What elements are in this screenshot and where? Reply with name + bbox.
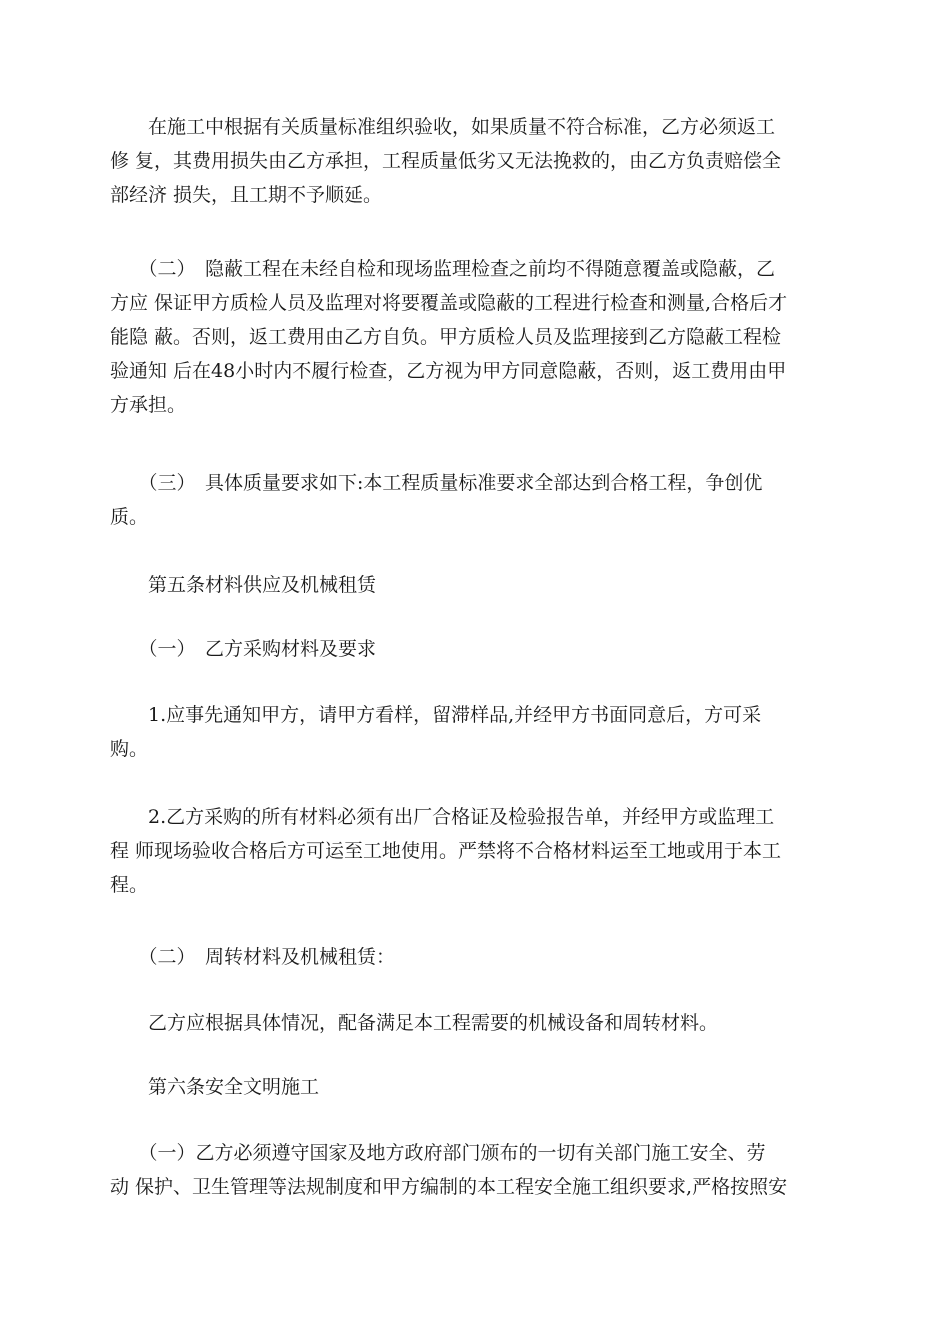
text-line: 程 师现场验收合格后方可运至工地使用。严禁将不合格材料运至工地或用于本工 <box>110 840 782 862</box>
article-five-heading <box>110 568 850 602</box>
text-line: （一）乙方必须遵守国家及地方政府部门颁布的一切有关部门施工安全、劳 <box>110 1142 766 1164</box>
paragraph-acceptance <box>110 110 850 212</box>
article-six-heading <box>110 1070 850 1104</box>
paragraph-quality-requirements <box>110 466 850 534</box>
text-line: 乙方应根据具体情况，配备满足本工程需要的机械设备和周转材料。 <box>110 1012 719 1034</box>
list-item-2 <box>110 800 850 902</box>
text-line: （一） 乙方采购材料及要求 <box>110 638 377 660</box>
text-line: 2.乙方采购的所有材料必须有出厂合格证及检验报告单，并经甲方或监理工 <box>110 806 775 828</box>
paragraph-concealed-works <box>110 252 850 422</box>
text-line: 1.应事先通知甲方，请甲方看样，留滞样品,并经甲方书面同意后，方可采 <box>110 704 762 726</box>
text-line: （二） 周转材料及机械租赁： <box>110 946 396 968</box>
subsection-procurement-heading <box>110 632 850 666</box>
text-line: 第五条材料供应及机械租赁 <box>110 574 377 596</box>
text-line: 方应 保证甲方质检人员及监理对将要覆盖或隐蔽的工程进行检查和测量,合格后才 <box>110 292 788 314</box>
text-line: 第六条安全文明施工 <box>110 1076 320 1098</box>
text-line: 购。 <box>110 738 149 760</box>
text-line: 动 保护、卫生管理等法规制度和甲方编制的本工程安全施工组织要求,严格按照安 <box>110 1176 788 1198</box>
paragraph-equipment <box>110 1006 850 1040</box>
text-line: 修 复，其费用损失由乙方承担，工程质量低劣又无法挽救的，由乙方负责赔偿全 <box>110 150 782 172</box>
list-item-1 <box>110 698 850 766</box>
text-line: 验通知 后在48小时内不履行检查，乙方视为甲方同意隐蔽，否则，返工费用由甲 <box>110 360 787 382</box>
text-line: 程。 <box>110 874 149 896</box>
text-line: （三） 具体质量要求如下:本工程质量标准要求全部达到合格工程，争创优 <box>110 472 763 494</box>
text-line: 质。 <box>110 506 149 528</box>
text-line: 部经济 损失，且工期不予顺延。 <box>110 184 383 206</box>
paragraph-safety <box>110 1136 850 1204</box>
text-line: 能隐 蔽。否则，返工费用由乙方自负。甲方质检人员及监理接到乙方隐蔽工程检 <box>110 326 782 348</box>
text-line: 在施工中根据有关质量标准组织验收，如果质量不符合标准，乙方必须返工 <box>110 116 776 138</box>
subsection-rental-heading <box>110 940 850 974</box>
text-line: 方承担。 <box>110 394 187 416</box>
text-line: （二） 隐蔽工程在未经自检和现场监理检查之前均不得随意覆盖或隐蔽，乙 <box>110 258 776 280</box>
